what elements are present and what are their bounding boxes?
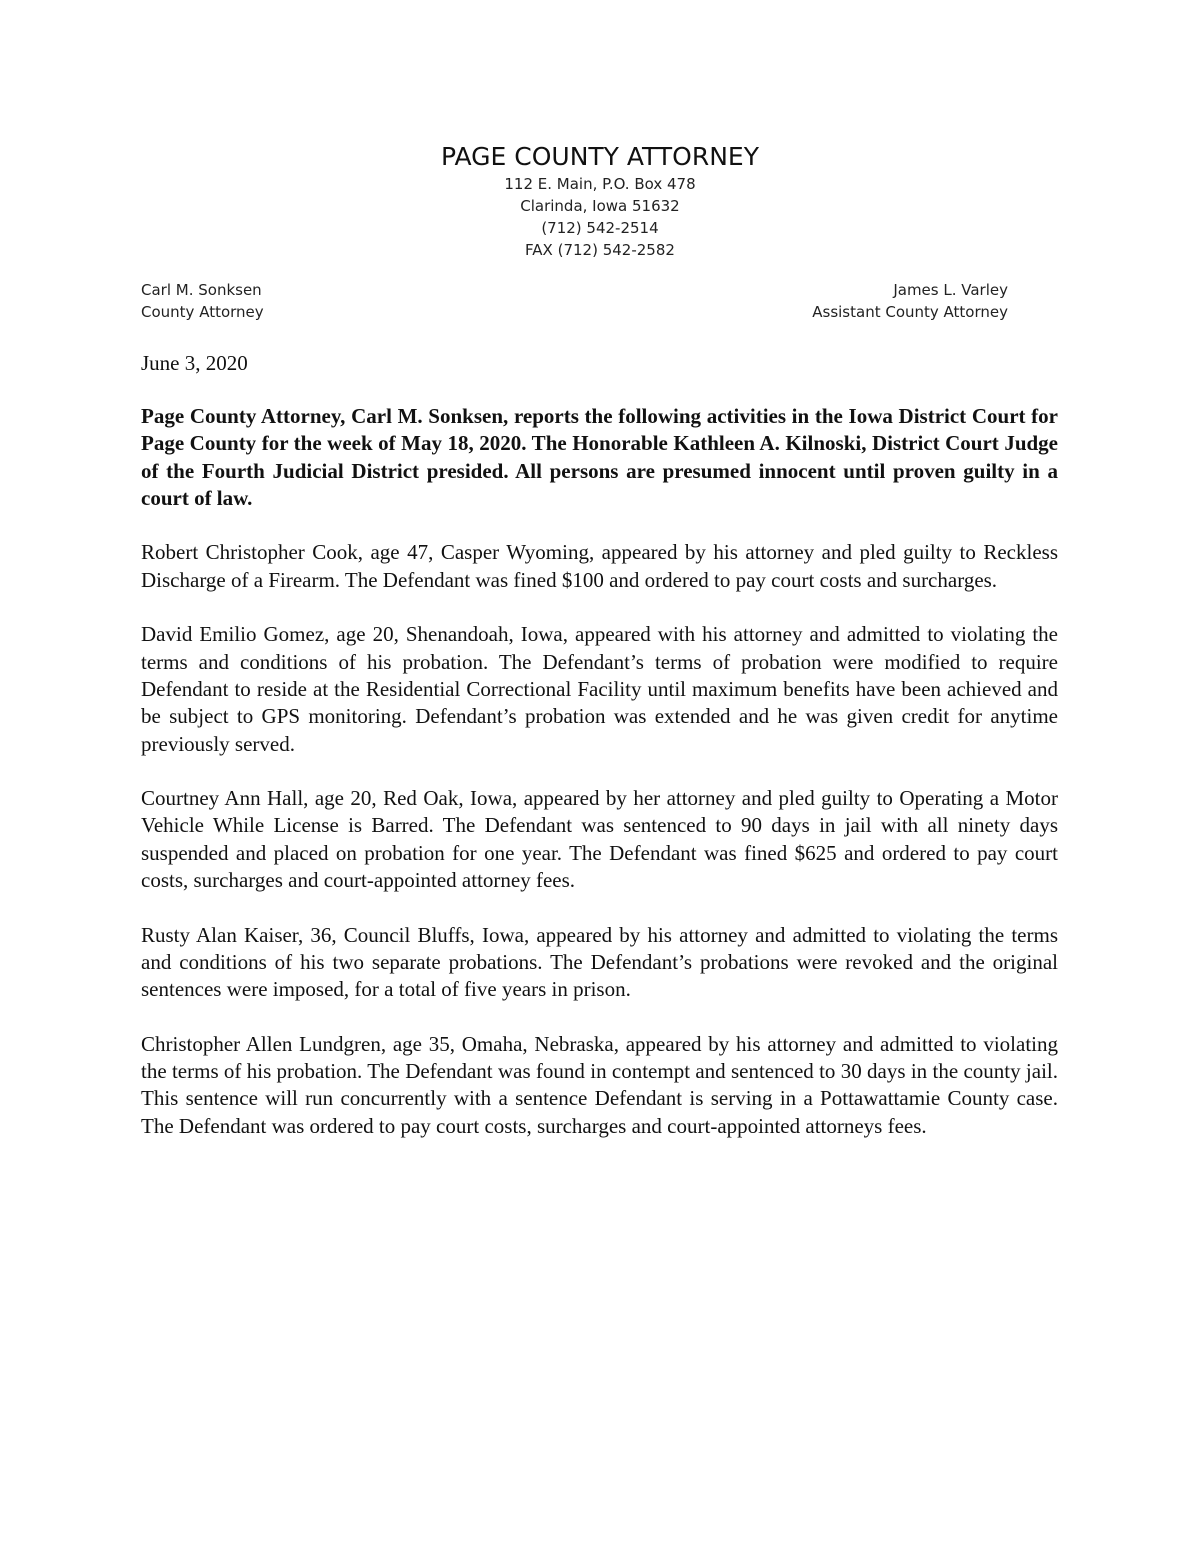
case-paragraph-cook: Robert Christopher Cook, age 47, Casper Wyoming, appeared by his attorney and pled guilty to Reckless Discharge of a Firearm. The Defendant was fined $100 and ordered to pay court costs and surcharges. bbox=[141, 540, 1058, 592]
letterhead bbox=[0, 141, 1200, 261]
intro-paragraph: Page County Attorney, Carl M. Sonksen, reports the following activities in the Iowa District Court for Page County for the week of May 18, 2020. The Honorable Kathleen A. Kilnoski, District Court Judge of the Fourth Judicial District presided. All persons are presumed innocent until proven guilty in a court of law. bbox=[141, 404, 1058, 510]
address-fax: FAX (712) 542-2582 bbox=[525, 241, 675, 259]
assistant-attorney-block bbox=[812, 279, 1008, 323]
case-paragraph-hall: Courtney Ann Hall, age 20, Red Oak, Iowa, appeared by her attorney and pled guilty to Operating a Motor Vehicle While License is Barred. The Defendant was sentenced to 90 days in jail with all ninety days suspended and placed on probation for one year. The Defendant was fined $625 and ordered to pay court costs, surcharges and court-appointed attorney fees. bbox=[141, 786, 1058, 893]
county-attorney-title: County Attorney bbox=[141, 303, 264, 321]
county-attorney-block bbox=[141, 279, 264, 323]
address-city: Clarinda, Iowa 51632 bbox=[520, 197, 680, 215]
assistant-attorney-name: James L. Varley bbox=[893, 281, 1008, 299]
assistant-attorney-title: Assistant County Attorney bbox=[812, 303, 1008, 321]
case-paragraph-lundgren: Christopher Allen Lundgren, age 35, Omaha, Nebraska, appeared by his attorney and admitted to violating the terms of his probation. The Defendant was found in contempt and sentenced to 30 days in the county jail. This sentence will run concurrently with a sentence Defendant is serving in a Pottawattamie County case. The Defendant was ordered to pay court costs, surcharges and court-appointed attorneys fees. bbox=[141, 1031, 1058, 1138]
org-name: PAGE COUNTY ATTORNEY bbox=[441, 142, 759, 171]
case-paragraph-gomez: David Emilio Gomez, age 20, Shenandoah, Iowa, appeared with his attorney and admitted to violating the terms and conditions of his probation. The Defendant’s terms of probation were modified to require Defendant to reside at the Residential Correctional Facility until maximum benefits have been achieved and be subject to GPS monitoring. Defendant’s probation was extended and he was given credit for anytime previously served. bbox=[141, 622, 1058, 756]
address-phone: (712) 542-2514 bbox=[541, 219, 659, 237]
address-street: 112 E. Main, P.O. Box 478 bbox=[504, 175, 696, 193]
county-attorney-name: Carl M. Sonksen bbox=[141, 281, 262, 299]
letter-date: June 3, 2020 bbox=[141, 351, 248, 375]
case-paragraph-kaiser: Rusty Alan Kaiser, 36, Council Bluffs, Iowa, appeared by his attorney and admitted to violating the terms and conditions of his two separate probations. The Defendant’s probations were revoked and the original sentences were imposed, for a total of five years in prison. bbox=[141, 922, 1058, 1002]
letter-body bbox=[141, 403, 1058, 1167]
